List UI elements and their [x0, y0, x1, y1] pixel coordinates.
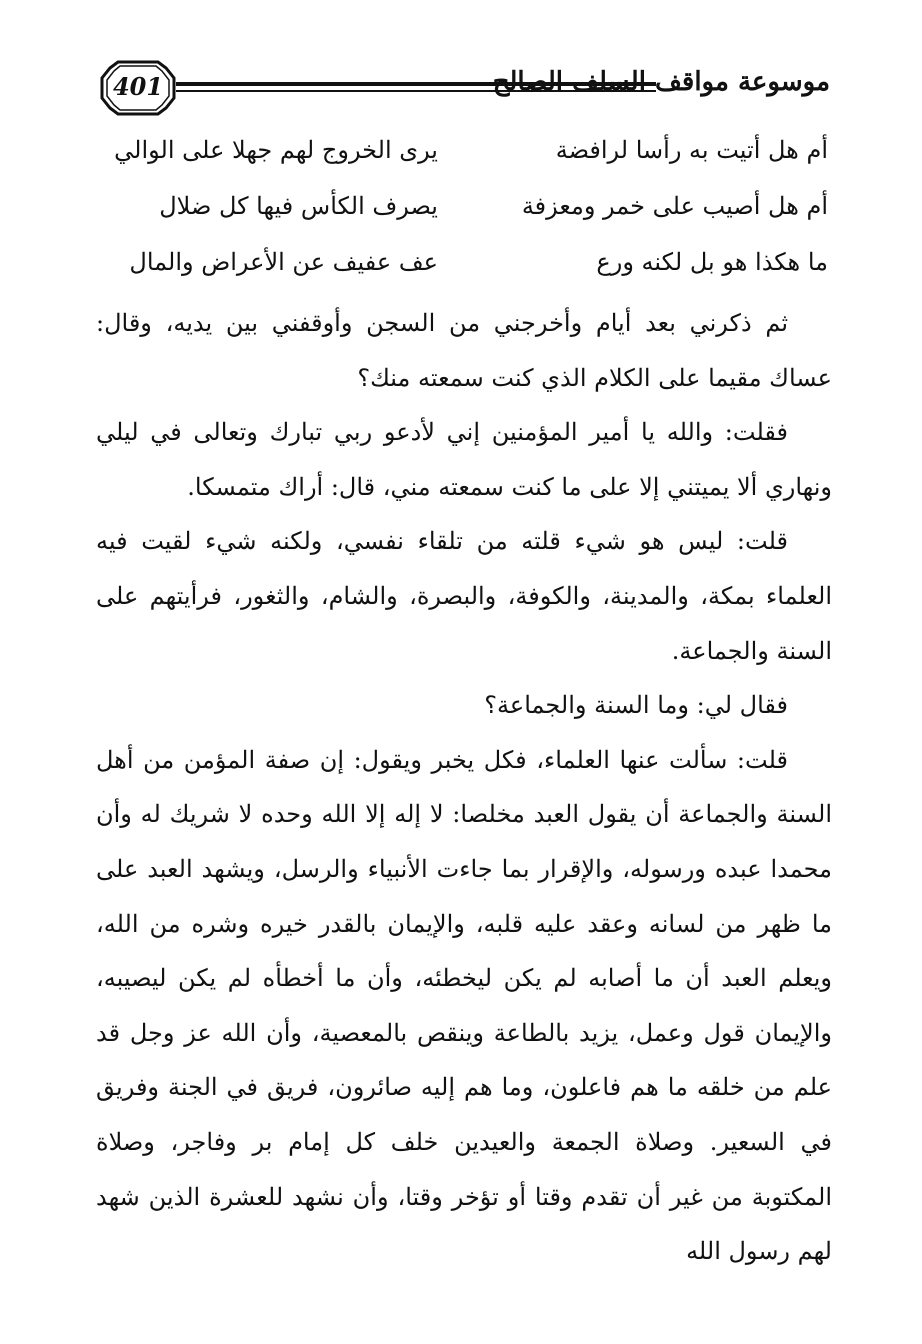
verse-second-hemistich: يرى الخروج لهم جهلا على الوالي	[114, 136, 438, 164]
verse-second-hemistich: يصرف الكأس فيها كل ضلال	[159, 192, 438, 220]
verse-second-hemistich: عف عفيف عن الأعراض والمال	[129, 248, 438, 276]
verse-line	[108, 128, 828, 172]
paragraph: قلت: ليس هو شيء قلته من تلقاء نفسي، ولكنه شيء لقيت فيه العلماء بمكة، والمدينة، والكوفة، والبصرة، والشام، والثغور، فرأيتهم على السنة والجماعة.	[96, 527, 832, 665]
verse-first-hemistich: أم هل أتيت به رأسا لرافضة	[555, 136, 828, 164]
page-number-badge	[100, 60, 176, 116]
page-number: 401	[112, 72, 164, 101]
verse-line	[108, 184, 828, 228]
paragraph: فقال لي: وما السنة والجماعة؟	[484, 691, 788, 720]
verse-first-hemistich: أم هل أصيب على خمر ومعزفة	[521, 192, 828, 220]
paragraph: قلت: سألت عنها العلماء، فكل يخبر ويقول: إن صفة المؤمن من أهل السنة والجماعة أن يقول العبد مخلصا: لا إله إلا الله وحده لا شريك له وأن محمدا عبده ورسوله، والإقرار بما جاءت الأنبياء والرسل، ويشهد العبد على ما ظهر من لسانه وعقد عليه قلبه، والإيمان بالقدر خيره وشره من الله، ويعلم العبد أن ما أصابه لم يكن ليخطئه، وأن ما أخطأه لم يكن ليصيبه، والإيمان قول وعمل، يزيد بالطاعة وينقص بالمعصية، وأن الله عز وجل قد علم من خلقه ما هم فاعلون، وما هم إليه صائرون، فريق في الجنة وفريق في السعير. وصلاة الجمعة والعيدين خلف كل إمام بر وفاجر، وصلاة المكتوبة من غير أن تقدم وقتا أو تؤخر وقتا، وأن نشهد للعشرة الذين شهد لهم رسول الله	[96, 745, 833, 1266]
body-text	[96, 296, 832, 1279]
verse-first-hemistich: ما هكذا هو بل لكنه ورع	[596, 248, 828, 276]
paragraph: ثم ذكرني بعد أيام وأخرجني من السجن وأوقفني بين يديه، وقال: عساك مقيما على الكلام الذي كنت سمعته منك؟	[96, 309, 832, 392]
verse-line	[108, 240, 828, 284]
page-header	[100, 60, 830, 120]
book-title: موسوعة مواقف السلف الصالح	[492, 67, 830, 97]
paragraph: فقلت: والله يا أمير المؤمنين إني لأدعو ربي تبارك وتعالى في ليلي ونهاري ألا يميتني إلا على ما كنت سمعته مني، قال: أراك متمسكا.	[96, 418, 832, 501]
